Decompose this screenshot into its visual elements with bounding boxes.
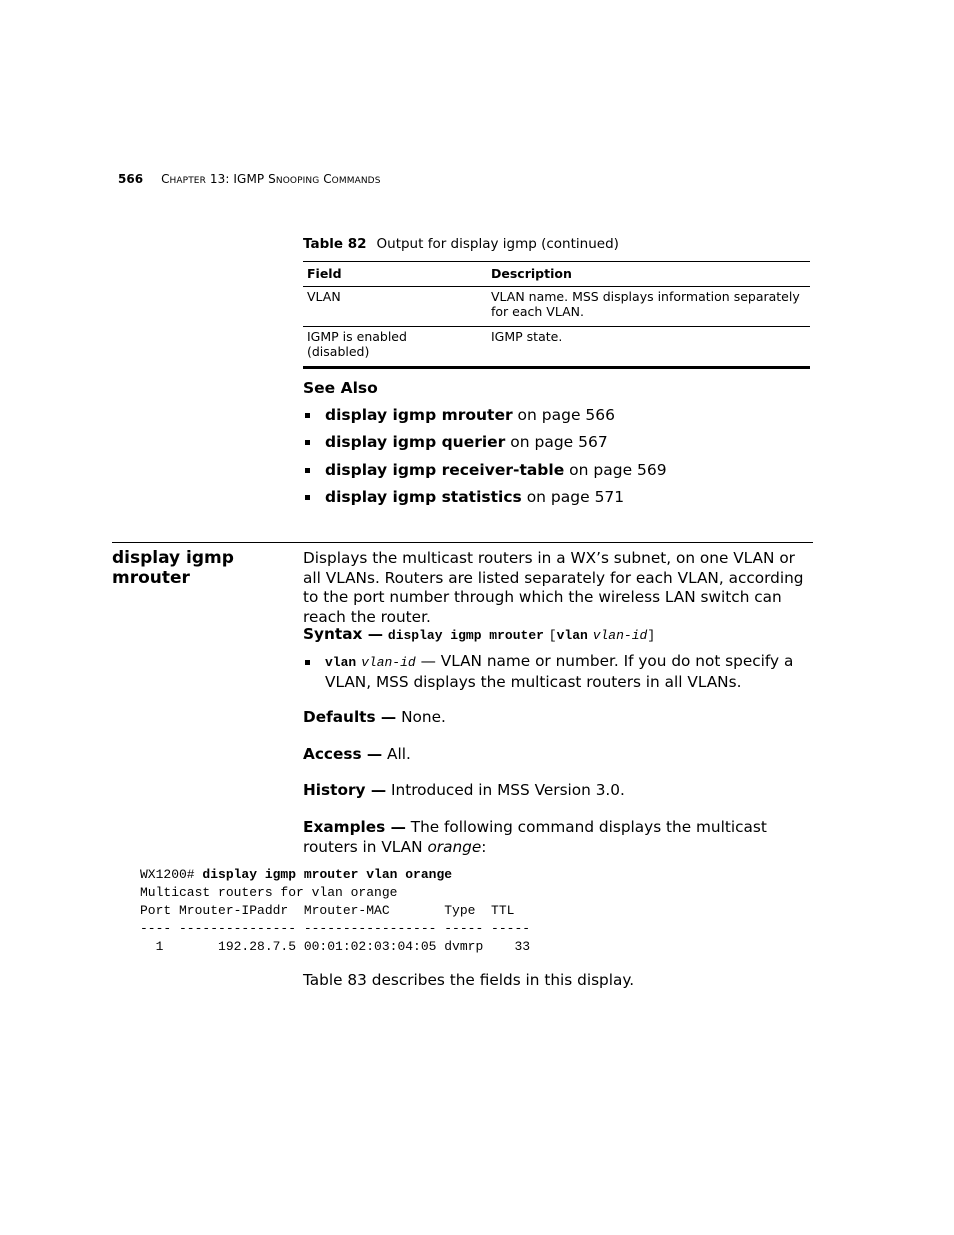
syntax-label: Syntax — bbox=[303, 625, 384, 643]
defaults-text: None. bbox=[396, 708, 446, 726]
see-also-item[interactable] bbox=[303, 405, 667, 432]
section-description: Displays the multicast routers in a WX’s subnet, on one VLAN or all VLANs. Routers are listed separately for each VLAN, according to the port number through which the wireless LAN switch can reach the router. bbox=[303, 549, 804, 626]
section-title: display igmp mrouter bbox=[112, 548, 234, 588]
table-header-row bbox=[303, 262, 810, 287]
see-also-command-link[interactable]: display igmp mrouter bbox=[325, 406, 513, 424]
see-also-item[interactable] bbox=[303, 432, 667, 459]
examples-text: The following command displays the multicast routers in VLAN bbox=[303, 818, 767, 856]
column-header-description: Description bbox=[487, 262, 810, 287]
syntax-keyword: vlan bbox=[556, 628, 588, 643]
syntax-bracket-open: [ bbox=[548, 628, 557, 643]
running-header bbox=[118, 172, 381, 186]
access-label: Access — bbox=[303, 745, 383, 763]
access-line bbox=[303, 745, 815, 765]
parameter-description: — VLAN name or number. If you do not specify a VLAN, MSS displays the multicast routers in all VLANs. bbox=[325, 652, 794, 691]
page-reference: on page 566 bbox=[512, 406, 616, 424]
column-header-field: Field bbox=[303, 262, 487, 287]
access-text: All. bbox=[382, 745, 411, 763]
table-row bbox=[303, 287, 810, 327]
table-row bbox=[303, 327, 810, 368]
defaults-label: Defaults — bbox=[303, 708, 397, 726]
see-also-command-link[interactable]: display igmp querier bbox=[325, 433, 506, 452]
example-output: Multicast routers for vlan orange Port Mrouter-IPaddr Mrouter-MAC Type TTL ---- --------------- ----------------- ----- ----- 1 192.28.7.5 00:01:02:03:04:05 dvmrp 33 bbox=[140, 885, 531, 954]
chapter-title: CHAPTER 13: IGMP SNOOPING COMMANDS bbox=[161, 172, 381, 186]
syntax-bracket-close: ] bbox=[647, 628, 656, 643]
parameter-item bbox=[303, 652, 817, 692]
table-caption-text: Output for display igmp (continued) bbox=[376, 236, 619, 252]
examples-line bbox=[303, 818, 815, 857]
page-number: 566 bbox=[118, 172, 144, 186]
page-reference: on page 567 bbox=[505, 433, 608, 452]
parameter-keyword: vlan bbox=[325, 655, 357, 670]
defaults-line bbox=[303, 708, 815, 728]
syntax-argument: vlan-id bbox=[592, 628, 648, 643]
example-code-block bbox=[140, 866, 530, 956]
see-also-command-link[interactable]: display igmp statistics bbox=[325, 487, 522, 506]
examples-label: Examples — bbox=[303, 818, 406, 836]
table-caption-label: Table 82 bbox=[303, 236, 367, 252]
examples-colon: : bbox=[481, 837, 487, 856]
page-reference: on page 571 bbox=[521, 487, 625, 506]
example-command: display igmp mrouter vlan orange bbox=[202, 867, 453, 882]
page-reference: on page 569 bbox=[564, 460, 667, 479]
syntax-line bbox=[303, 625, 815, 646]
parameter-argument: vlan-id bbox=[361, 655, 416, 670]
history-line bbox=[303, 781, 815, 801]
example-prompt: WX1200# bbox=[140, 867, 203, 882]
history-label: History — bbox=[303, 781, 387, 799]
output-table bbox=[303, 261, 810, 369]
table-cell-description: IGMP state. bbox=[487, 327, 810, 368]
history-text: Introduced in MSS Version 3.0. bbox=[386, 781, 625, 799]
table-cell-description: VLAN name. MSS displays information separately for each VLAN. bbox=[487, 287, 810, 327]
table-cell-field: IGMP is enabled (disabled) bbox=[303, 327, 487, 368]
see-also-list bbox=[303, 405, 667, 514]
section-divider bbox=[112, 542, 813, 543]
closing-text: Table 83 describes the fields in this display. bbox=[303, 971, 635, 989]
table-cell-field: VLAN bbox=[303, 287, 487, 327]
syntax-command: display igmp mrouter bbox=[387, 628, 544, 643]
see-also-command-link[interactable]: display igmp receiver-table bbox=[325, 460, 565, 479]
see-also-item[interactable] bbox=[303, 460, 667, 487]
table-caption bbox=[303, 236, 619, 252]
see-also-heading: See Also bbox=[303, 379, 378, 397]
examples-vlan-name: orange bbox=[427, 837, 482, 856]
see-also-item[interactable] bbox=[303, 487, 667, 514]
